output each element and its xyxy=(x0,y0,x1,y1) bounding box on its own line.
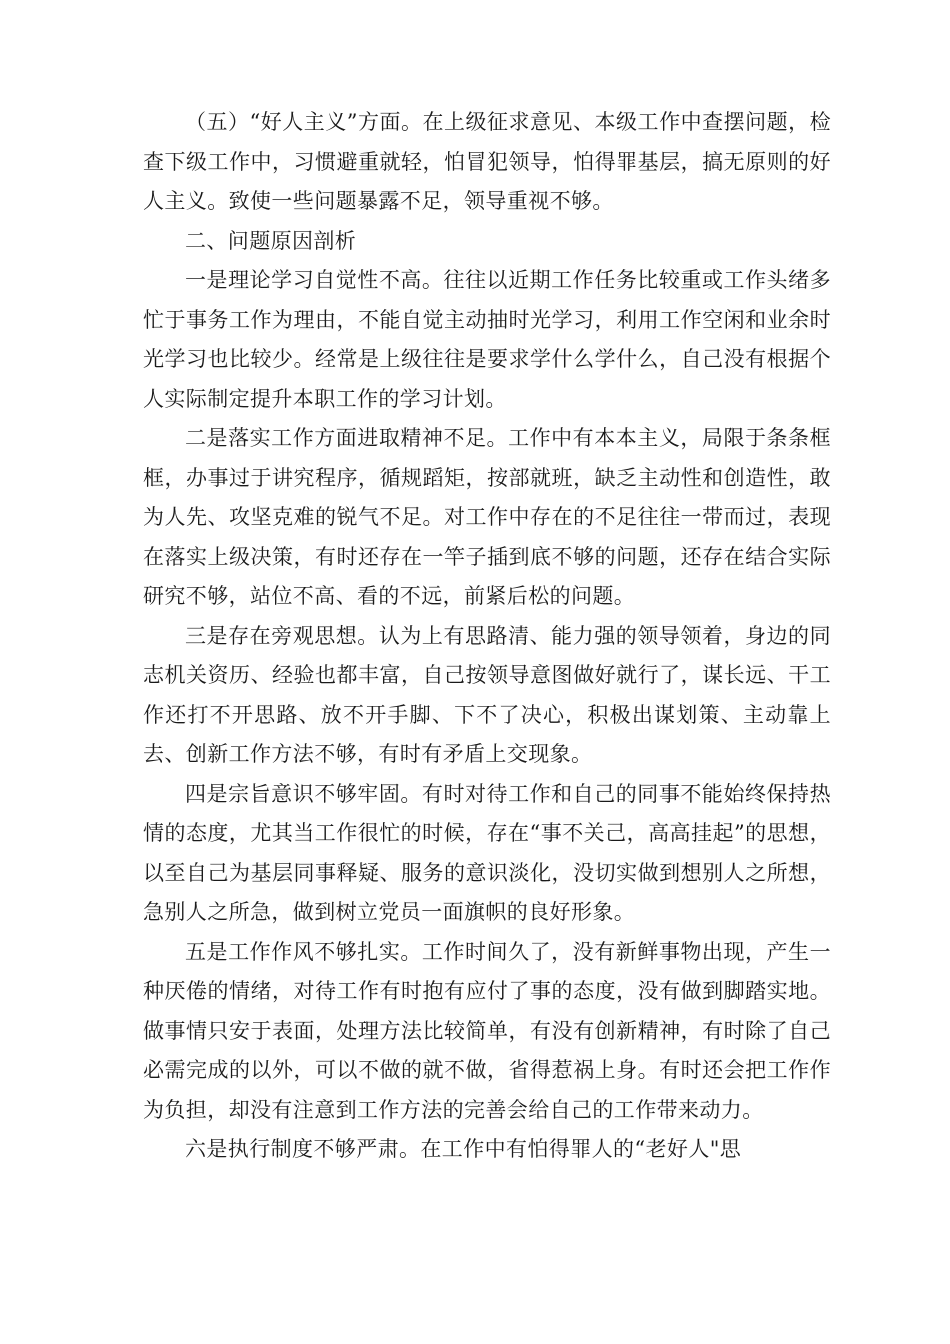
paragraph-purpose-awareness: 四是宗旨意识不够牢固。有时对待工作和自己的同事不能始终保持热情的态度，尤其当工作很忙的时候，存在“事不关己，高高挂起”的思想，以至自己为基层同事释疑、服务的意识淡化，没切实做到想别人之所想，急别人之所急，做到树立党员一面旗帜的良好形象。 xyxy=(143,781,831,924)
paragraph-work-style: 五是工作作风不够扎实。工作时间久了，没有新鲜事物出现，产生一种厌倦的情绪，对待工作有时抱有应付了事的态度，没有做到脚踏实地。做事情只安于表面，处理方法比较简单，有没有创新精神，有时除了自己必需完成的以外，可以不做的就不做，省得惹祸上身。有时还会把工作作为负担，却没有注意到工作方法的完善会给自己的工作带来动力。 xyxy=(143,939,831,1122)
paragraph-theory-study: 一是理论学习自觉性不高。往往以近期工作任务比较重或工作头绪多忙于事务工作为理由，不能自觉主动抽时光学习，利用工作空闲和业余时光学习也比较少。经常是上级往往是要求学什么学什么，自己没有根据个人实际制定提升本职工作的学习计划。 xyxy=(143,268,831,411)
section-heading-cause-analysis: 二、问题原因剖析 xyxy=(185,228,357,253)
paragraph-system-execution: 六是执行制度不够严肃。在工作中有怕得罪人的“老好人"思 xyxy=(185,1137,742,1161)
paragraph-good-person-ism: （五）“好人主义”方面。在上级征求意见、本级工作中查摆问题，检查下级工作中，习惯避重就轻，怕冒犯领导，怕得罪基层，搞无原则的好人主义。致使一些问题暴露不足，领导重视不够。 xyxy=(143,110,831,213)
paragraph-onlooker-mindset: 三是存在旁观思想。认为上有思路清、能力强的领导领着，身边的同志机关资历、经验也都丰富，自己按领导意图做好就行了，谋长远、干工作还打不开思路、放不开手脚、下不了决心，积极出谋划策、主动靠上去、创新工作方法不够，有时有矛盾上交现象。 xyxy=(143,623,831,766)
document-page xyxy=(143,103,831,1170)
paragraph-work-initiative: 二是落实工作方面进取精神不足。工作中有本本主义，局限于条条框框，办事过于讲究程序，循规蹈矩，按部就班，缺乏主动性和创造性，敢为人先、攻坚克难的锐气不足。对工作中存在的不足往往一带而过，表现在落实上级决策，有时还存在一竿子插到底不够的问题，还存在结合实际研究不够，站位不高、看的不远，前紧后松的问题。 xyxy=(143,426,831,608)
